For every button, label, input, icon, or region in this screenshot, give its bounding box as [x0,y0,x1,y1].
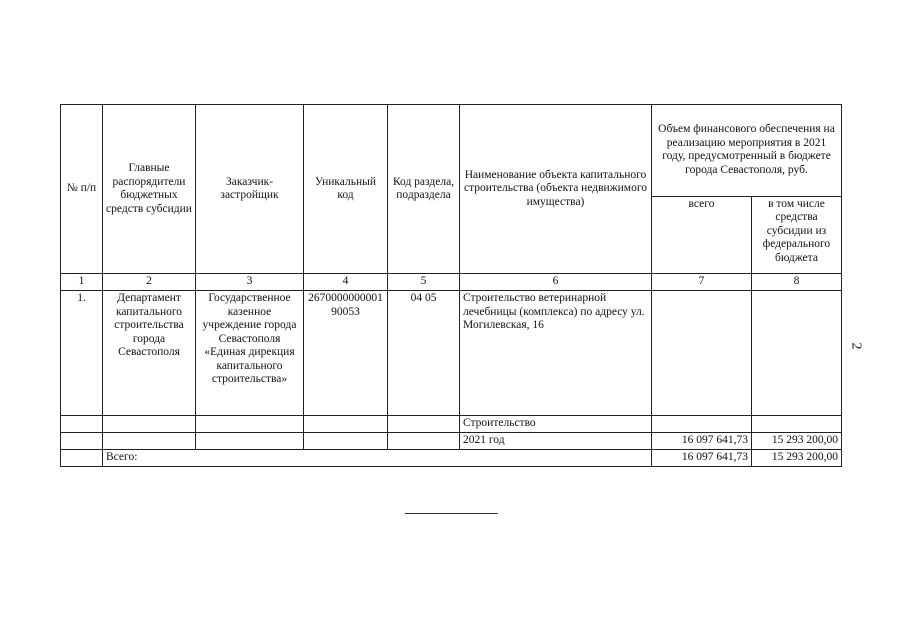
row-number: 1. [61,291,103,416]
row-object-name: Строительство ветеринарной лечебницы (комплекса) по адресу ул. Могилевская, 16 [460,291,652,416]
header-distributor: Главные распорядители бюджетных средств субсидии [103,105,196,274]
table-row [61,433,842,450]
grand-total-total: 16 097 641,73 [652,450,752,467]
column-number-5: 5 [388,274,460,291]
column-number-3: 3 [196,274,304,291]
column-number-7: 7 [652,274,752,291]
column-number-1: 1 [61,274,103,291]
year-federal: 15 293 200,00 [752,433,842,450]
construction-label: Строительство [460,416,652,433]
grand-total-federal: 15 293 200,00 [752,450,842,467]
divider-line [405,513,498,514]
column-number-8: 8 [752,274,842,291]
header-federal: в том числе средства субсидии из федерального бюджета [752,196,842,273]
page-number: 2 [848,342,864,350]
row-total-empty [652,291,752,416]
table-row [61,291,842,416]
header-number: № п/п [61,105,103,274]
column-number-6: 6 [460,274,652,291]
row-distributor: Департамент капитального строительства города Севастополя [103,291,196,416]
row-federal-empty [752,291,842,416]
grand-total-label: Всего: [103,450,652,467]
row-unique-code: 267000000000190053 [304,291,388,416]
header-unique-code: Уникальный код [304,105,388,274]
header-total: всего [652,196,752,273]
budget-table [60,104,842,467]
header-section-code: Код раздела, подраздела [388,105,460,274]
year-total: 16 097 641,73 [652,433,752,450]
table-row [61,450,842,467]
header-customer: Заказчик-застройщик [196,105,304,274]
row-customer: Государственное казенное учреждение города Севастополя «Единая дирекция капитального строительства» [196,291,304,416]
column-number-4: 4 [304,274,388,291]
column-number-2: 2 [103,274,196,291]
header-funding: Объем финансового обеспечения на реализацию мероприятия в 2021 году, предусмотренный в бюджете города Севастополя, руб. [652,105,842,197]
header-object-name: Наименование объекта капитального строительства (объекта недвижимого имущества) [460,105,652,274]
row-section-code: 04 05 [388,291,460,416]
year-label: 2021 год [460,433,652,450]
table-row [61,416,842,433]
